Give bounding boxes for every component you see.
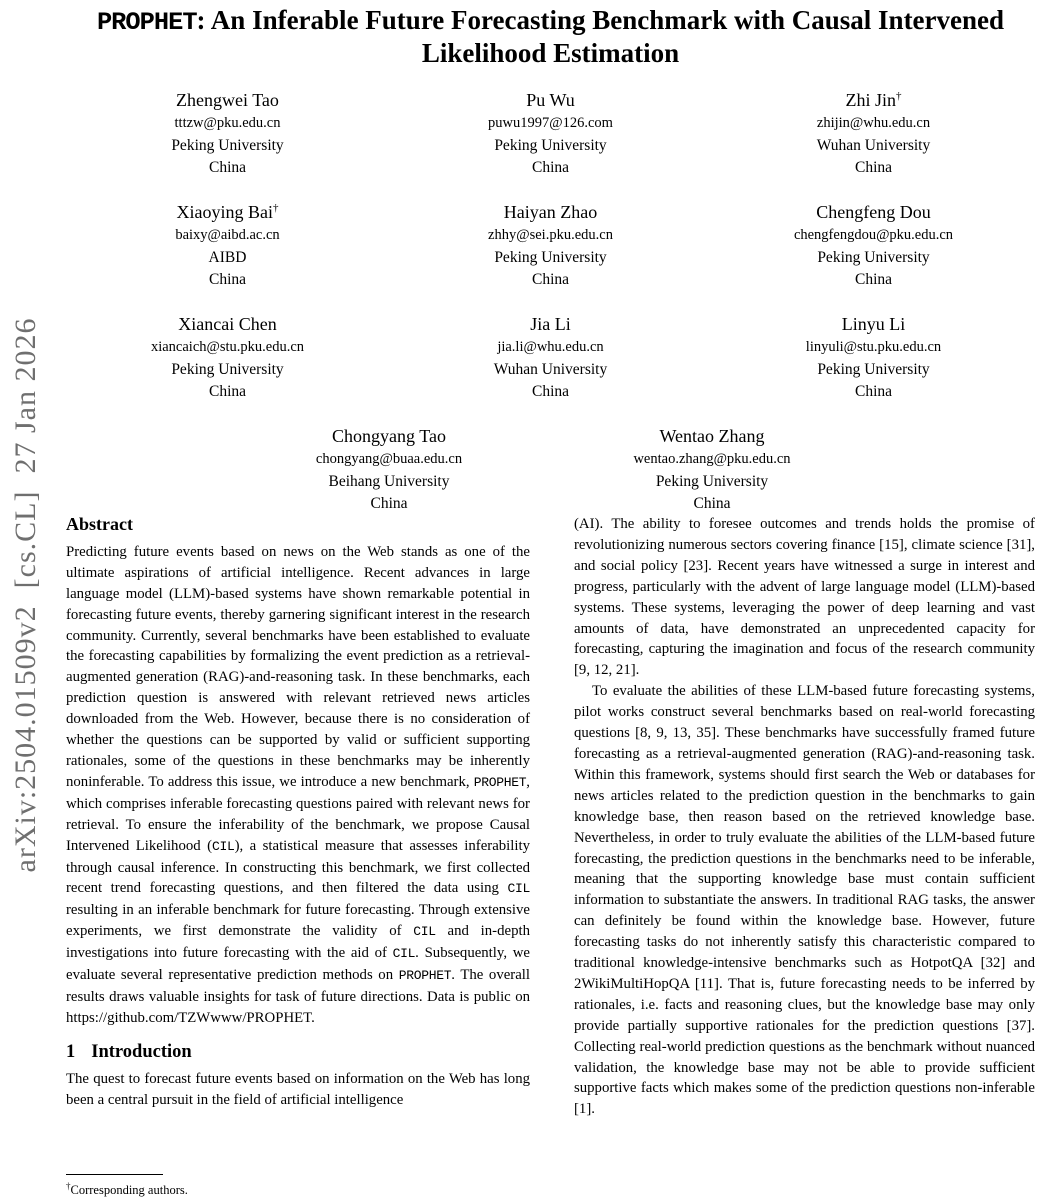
author-block: [66, 308, 389, 403]
author-block: [66, 196, 389, 291]
author-email: wentao.zhang@pku.edu.cn: [633, 451, 791, 467]
author-block: [551, 420, 874, 515]
text-run: Predicting future events based on news on the Web stands as one of the ultimate aspirations of artificial intelligence. Recent advances in large language model (LLM)-based systems have shown remarkable potential in forecasting future events, thereby garnering significant interest in the research community. Currently, several benchmarks have been established to evaluate the forecasting capabilities by formalizing the event prediction as a retrieval-augmented generation (RAG)-and-reasoning task. In these benchmarks, each prediction question is answered with relevant retrieved news articles downloaded from the Web. However, because there is no consideration of whether the questions can be supported by valid or sufficient supporting rationales, some of the questions in these benchmarks may be inherently noninferable. To address this issue, we introduce a new benchmark,: [66, 543, 530, 790]
abstract-heading: Abstract: [66, 514, 133, 534]
inline-code: CIL: [392, 946, 416, 962]
inline-code: PROPHET: [398, 968, 452, 984]
author-block: [712, 84, 1035, 179]
inline-code: CIL: [413, 924, 436, 940]
author-row-1: [66, 84, 1035, 179]
author-name-text: Wentao Zhang: [659, 426, 765, 446]
author-name-text: Linyu Li: [841, 314, 906, 334]
dagger-mark: †: [896, 90, 902, 102]
author-country: China: [531, 159, 570, 176]
author-email: jia.li@whu.edu.cn: [497, 339, 604, 355]
introduction-paragraph: The quest to forecast future events based on information on the Web has long been a central pursuit in the field of artificial intelligence: [66, 1070, 530, 1108]
author-block: [712, 308, 1035, 403]
author-email: tttzw@pku.edu.cn: [174, 115, 281, 131]
author-email: xiancaich@stu.pku.edu.cn: [150, 339, 305, 355]
text-run: and in-depth investigations into future forecasting with the aid of: [66, 923, 530, 962]
author-email: zhhy@sei.pku.edu.cn: [488, 227, 613, 243]
author-name-text: Haiyan Zhao: [503, 202, 598, 222]
author-name: [389, 308, 712, 336]
inline-code: PROPHET: [96, 8, 197, 37]
author-name: [712, 84, 1035, 112]
paper-title: [66, 5, 1035, 68]
text-run: resulting in an inferable benchmark for future forecasting. Through extensive experiments, we first demonstrate the validity of: [66, 902, 530, 940]
dagger-mark: †: [273, 202, 279, 214]
author-email: zhijin@whu.edu.cn: [816, 115, 931, 131]
inline-code: PROPHET: [473, 774, 527, 790]
author-affiliation: Peking University: [817, 361, 930, 378]
author-email: linyuli@stu.pku.edu.cn: [805, 339, 942, 355]
author-name: [66, 84, 389, 112]
author-affiliation: Wuhan University: [816, 137, 931, 154]
author-affiliation: Peking University: [494, 137, 607, 154]
author-affiliation: Peking University: [817, 249, 930, 266]
author-name: [228, 420, 551, 448]
left-column: [66, 514, 530, 1200]
author-country: China: [854, 159, 893, 176]
author-row-4: [66, 420, 1035, 515]
footnote-text-body: Corresponding authors.: [70, 1183, 188, 1197]
author-country: China: [854, 383, 893, 400]
author-affiliation: Peking University: [494, 249, 607, 266]
author-affiliation: Wuhan University: [493, 361, 608, 378]
arxiv-watermark: arXiv:2504.01509v2 [cs.CL] 27 Jan 2026: [9, 317, 42, 873]
dagger-mark: †: [66, 1180, 71, 1191]
text-run: . Subsequently, we evaluate several representative prediction methods on: [66, 945, 530, 984]
abstract-paragraph: [66, 542, 530, 1029]
author-email: chongyang@buaa.edu.cn: [315, 451, 463, 467]
body-paragraph: [574, 514, 1035, 681]
author-country: China: [531, 383, 570, 400]
author-name: [389, 84, 712, 112]
author-email: chengfengdou@pku.edu.cn: [793, 227, 954, 243]
author-country: China: [693, 495, 731, 512]
github-link[interactable]: https://github.com/TZWwww/PROPHET: [66, 1009, 312, 1026]
author-name-text: Pu Wu: [526, 90, 575, 110]
author-affiliation: AIBD: [208, 249, 247, 266]
author-country: China: [531, 271, 570, 288]
author-row-3: [66, 308, 1035, 403]
author-list: [66, 84, 1035, 532]
inline-code: CIL: [507, 881, 530, 897]
text-run: ), a statistical measure that assesses inferability through causal inference. In constructing this benchmark, we first collected recent trend forecasting questions, and then filtered the data using: [66, 837, 530, 897]
author-affiliation: Peking University: [655, 473, 769, 490]
right-column: [574, 514, 1035, 1120]
text-run: .: [311, 1009, 315, 1026]
author-name-text: Xiaoying Bai: [176, 202, 273, 222]
author-block: [228, 420, 551, 515]
text-run: (AI). The ability to foresee outcomes and trends holds the promise of revolutionizing numerous sectors covering finance [15], climate science [31], and social policy [23]. Recent years have witnessed a surge in interest and progress, particularly with the advent of large language model (LLM)-based systems. These systems, leveraging the power of deep learning and vast amounts of data, have demonstrated an unprecedented capacity for forecasting, capturing the imagination and focus of the research community [9, 12, 21].: [574, 516, 1035, 679]
author-country: China: [854, 271, 893, 288]
text-run: , which comprises inferable forecasting questions paired with relevant news for retrieval. To ensure the inferability of the benchmark, we propose Causal Intervened Likelihood (: [66, 773, 530, 854]
author-block: [389, 84, 712, 179]
author-country: China: [208, 159, 247, 176]
text-run: . The overall results draws valuable insights for task of future directions. Data is public on: [66, 967, 530, 1005]
author-name-text: Jia Li: [530, 314, 571, 334]
author-block: [389, 308, 712, 403]
author-country: China: [370, 495, 408, 512]
section-number: 1: [66, 1041, 76, 1062]
text-run: To evaluate the abilities of these LLM-based future forecasting systems, pilot works construct several benchmarks based on real-world forecasting questions [8, 9, 13, 35]. These benchmarks have successfully framed future forecasting as a retrieval-augmented generation (RAG)-and-reasoning task. Within this framework, systems should first search the Web or databases for news articles related to the prediction question in the benchmarks to gain knowledge base, then reason based on the retrieved knowledge base. Nevertheless, in order to truly evaluate the abilities of the LLM-based future forecasting, the prediction questions in the benchmarks need to be inferable, meaning that the supporting knowledge base must contain sufficient information to substantiate the answers. In traditional RAG tasks, the answer can definitely be found within the knowledge base. However, future forecasting tasks do not inherently satisfy this characteristic compared to traditional knowledge-intensive benchmarks such as HotpotQA [32] and 2WikiMultiHopQA [11]. That is, future forecasting needs to be inferred by rationales, i.e. facts and reasoning clues, but the knowledge base may only provide partially supportive rationales for the prediction questions [37]. Collecting real-world prediction questions as the benchmark without nuanced validation, the knowledge base may not be able to provide sufficient supportive facts which makes some of the prediction questions non-inferable [1].: [574, 683, 1035, 1118]
author-name-text: Zhengwei Tao: [176, 90, 279, 110]
author-affiliation: Peking University: [171, 361, 284, 378]
author-country: China: [208, 271, 247, 288]
author-email: baixy@aibd.ac.cn: [175, 227, 280, 243]
author-block: [389, 196, 712, 291]
author-name: [712, 308, 1035, 336]
author-name: [66, 308, 389, 336]
author-block: [712, 196, 1035, 291]
author-email: puwu1997@126.com: [488, 115, 613, 131]
author-row-2: [66, 196, 1035, 291]
author-name: [551, 420, 874, 448]
text-run: : An Inferable Future Forecasting Benchmark with Causal Intervened Likelihood Estimation: [196, 5, 1005, 68]
author-name-text: Zhi Jin: [845, 90, 896, 110]
author-block: [66, 84, 389, 179]
author-affiliation: Beihang University: [328, 473, 450, 490]
author-name-text: Xiancai Chen: [178, 314, 277, 334]
author-name: [712, 196, 1035, 224]
footnote: [66, 1174, 530, 1198]
author-name-text: Chengfeng Dou: [816, 202, 931, 222]
section-title: Introduction: [91, 1041, 192, 1062]
author-name: [389, 196, 712, 224]
footnote-text: [66, 1179, 530, 1198]
author-affiliation: Peking University: [171, 137, 284, 154]
author-country: China: [208, 383, 247, 400]
author-name-text: Chongyang Tao: [332, 426, 446, 446]
inline-code: CIL: [212, 838, 235, 854]
footnote-rule: [66, 1174, 163, 1175]
body-paragraph: [574, 681, 1035, 1120]
section-heading-introduction: [66, 1042, 530, 1063]
author-name: [66, 196, 389, 224]
